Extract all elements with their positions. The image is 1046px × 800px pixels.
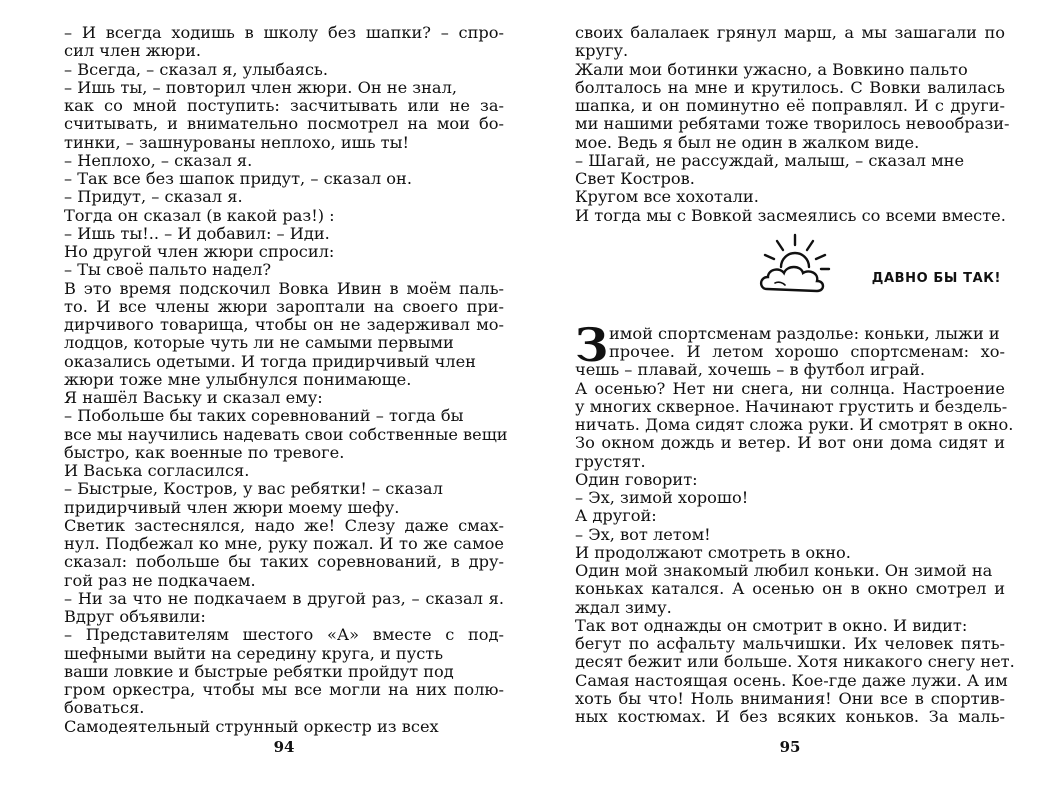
drop-cap-letter: З [575, 317, 609, 372]
text-line: чешь – плавай, хочешь – в футбол играй. [575, 360, 926, 380]
text-line: Тогда он сказал (в какой раз!) : [64, 205, 335, 225]
chapter-heading: ДАВНО БЫ ТАК! [871, 270, 1001, 286]
text-line: – Так все без шапок придут, – сказал он. [64, 169, 412, 188]
left-page-text [64, 23, 508, 736]
text-line: А другой: [575, 506, 657, 526]
text-line: ми нашими ребятами тоже творилось невообрази- [575, 114, 1010, 134]
left-page [64, 23, 508, 736]
text-line: – Всегда, – сказал я, улыбаясь. [64, 59, 328, 79]
text-line: Кругом все хохотали. [575, 187, 759, 207]
text-line: Но другой член жюри спросил: [64, 242, 335, 261]
text-line: Я нашёл Ваську и сказал ему: [64, 388, 323, 407]
text-line: Так вот однажды он смотрит в окно. И видит: [575, 615, 968, 635]
text-line: – Побольше бы таких соревнований – тогда бы [64, 406, 464, 426]
text-line: гой раз не подкачаем. [64, 570, 256, 590]
text-line: сил член жюри. [64, 41, 202, 61]
text-line: все мы научились надевать свои собственные вещи [64, 424, 508, 444]
text-line: быстро, как военные по тревоге. [64, 442, 345, 462]
text-line: нул. Подбежал ко мне, руку пожал. И то же самое [64, 534, 504, 553]
text-line: Зо окном дождь и ветер. И вот они дома сидят и [575, 433, 1005, 453]
text-line: В это время подскочил Вовка Ивин в моём паль- [64, 278, 504, 298]
text-line: коньках катался. А осенью он в окно смотрел и [575, 579, 1005, 599]
text-line: – Эх, вот летом! [575, 524, 711, 544]
text-line: мое. Ведь я был не один в жалком виде. [575, 132, 920, 152]
text-line: своих балалаек грянул марш, а мы зашагали по [575, 23, 1005, 42]
text-line: ных костюмах. И без всяких коньков. За маль- [575, 707, 1005, 726]
text-line: у многих скверное. Начинают грустить и бездель- [575, 396, 1008, 416]
sun-behind-cloud-icon [755, 231, 833, 301]
right-page-text-bottom [575, 360, 1015, 726]
text-line: И продолжают смотреть в окно. [575, 542, 851, 562]
text-line: тинки, – зашнурованы неплохо, ишь ты! [64, 132, 409, 152]
text-line: Самодеятельный струнный оркестр из всех [64, 716, 439, 736]
text-line: шефными выйти на середину круга, и пусть [64, 643, 444, 663]
text-line: Вдруг объявили: [64, 607, 206, 626]
text-line: грустят. [575, 451, 646, 471]
text-line: кругу. [575, 41, 629, 61]
text-line: И тогда мы с Вовкой засмеялись со всеми вместе. [575, 205, 1006, 225]
text-line: – Ишь ты!.. – И добавил: – Иди. [64, 223, 330, 243]
text-line: то. И все члены жюри зароптали на своего при- [64, 296, 504, 316]
text-line: как со мной поступить: засчитывать или не за- [64, 96, 504, 115]
text-line: имой спортсменам раздолье: коньки, лыжи и [609, 323, 1000, 343]
text-line: – И всегда ходишь в школу без шапки? – спро- [64, 23, 504, 42]
text-line: хоть бы что! Ноль внимания! Они все в спортив- [575, 688, 1005, 708]
text-line: десят бежит или больше. Хотя никакого снегу нет. [575, 652, 1015, 672]
text-line: ждал зиму. [575, 597, 672, 617]
text-line: придирчивый член жюри моему шефу. [64, 497, 400, 517]
text-line: – Ни за что не подкачаем в другой раз, – сказал я. [64, 588, 504, 608]
text-line: оказались одетыми. И тогда придирчивый член [64, 351, 476, 371]
text-line: болталось на мне и крутилось. С Вовки валилась [575, 77, 1005, 97]
text-line: – Быстрые, Костров, у вас ребятки! – сказал [64, 479, 443, 499]
chapter-heading-block [575, 231, 1005, 321]
text-line: – Эх, зимой хорошо! [575, 488, 749, 507]
text-line: И Васька согласился. [64, 461, 250, 480]
text-line: А осенью? Нет ни снега, ни солнца. Настроение [575, 378, 1005, 398]
text-line: Светик застеснялся, надо же! Слезу даже смах- [64, 515, 504, 535]
text-line: боваться. [64, 698, 145, 718]
text-line: – Ты своё пальто надел? [64, 260, 272, 280]
text-line: шапка, и он поминутно её поправлял. И с други- [575, 96, 1005, 115]
right-page-text-top [575, 23, 1010, 225]
text-line: – Неплохо, – сказал я. [64, 150, 253, 170]
text-line: дирчивого товарища, чтобы он не задерживал мо- [64, 315, 504, 334]
left-page-number: 94 [273, 738, 295, 756]
text-line: Один говорит: [575, 469, 698, 489]
text-line: – Представителям шестого «А» вместе с под- [64, 625, 504, 645]
text-line: ваши ловкие и быстрые ребятки пройдут под [64, 661, 454, 681]
text-line: Жали мои ботинки ужасно, а Вовкино пальто [575, 59, 968, 79]
text-line: гром оркестра, чтобы мы все могли на них полю- [64, 680, 504, 699]
text-line: ничать. Дома сидят сложа руки. И смотрят в окно. [575, 415, 1014, 434]
text-line: лодцов, которые чуть ли не самыми первыми [64, 333, 454, 353]
text-line: сказал: побольше бы таких соревнований, в дру- [64, 552, 504, 572]
right-page [575, 23, 1015, 726]
text-line: – Придут, – сказал я. [64, 187, 243, 207]
right-page-number: 95 [779, 738, 801, 756]
text-line: прочее. И летом хорошо спортсменам: хо- [609, 342, 1005, 361]
text-line: считывать, и внимательно посмотрел на мои бо- [64, 114, 504, 134]
text-line: Свет Костров. [575, 169, 695, 188]
text-line: – Шагай, не рассуждай, малыш, – сказал мне [575, 150, 965, 170]
text-line: жюри тоже мне улыбнулся понимающе. [64, 369, 412, 389]
text-line: Один мой знакомый любил коньки. Он зимой на [575, 561, 993, 580]
text-line: Самая настоящая осень. Кое-где даже лужи. А им [575, 670, 1008, 690]
text-line: бегут по асфальту мальчишки. Их человек пять- [575, 634, 1005, 653]
dropcap-lines [575, 325, 1005, 362]
text-line: – Ишь ты, – повторил член жюри. Он не знал, [64, 77, 458, 97]
